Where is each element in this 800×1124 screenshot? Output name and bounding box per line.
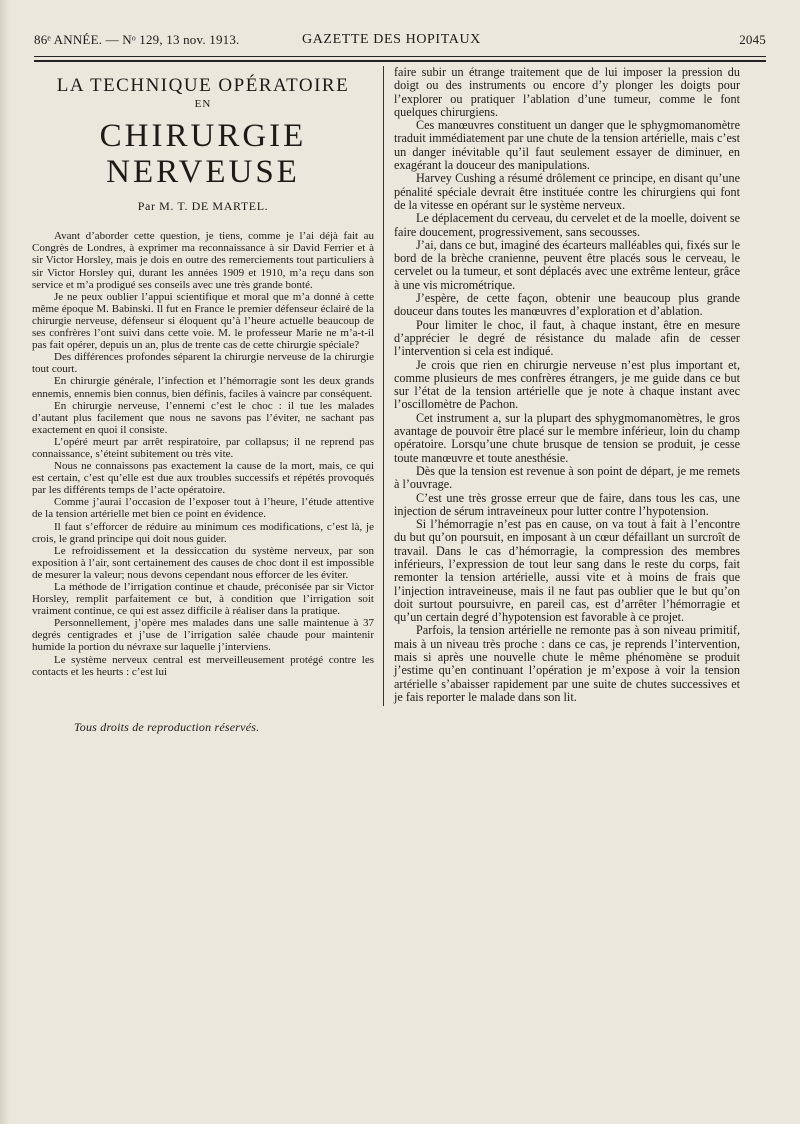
paragraph: Pour limiter le choc, il faut, à chaque instant, être en mesure d’apprécier le degré de résistance du malade afin de cesser l’intervention si cela est indiqué.	[394, 317, 740, 359]
article-title-block	[32, 75, 374, 214]
page-header	[34, 32, 766, 52]
paragraph: L’opéré meurt par arrêt respiratoire, par collapsus; il ne reprend pas connaissance, s’éteint subitement ou très vite.	[32, 435, 374, 460]
paragraph: Dès que la tension est revenue à son point de départ, je me remets à l’ouvrage.	[394, 463, 740, 492]
paragraph: Ces manœuvres constituent un danger que le sphygmomanomètre traduit immédiatement par une chute de la tension artérielle, mais c’est un danger inévitable qu’il faut seulement essayer de diminuer, en exagérant la douceur des manipulations.	[394, 118, 740, 173]
paragraph: Des différences profondes séparent la chirurgie nerveuse de la chirurgie tout court.	[32, 351, 374, 376]
paragraph: Il faut s’efforcer de réduire au minimum ces modifications, c’est là, je crois, le grand principe qui doit nous guider.	[32, 520, 374, 545]
right-column	[394, 66, 740, 704]
left-column	[32, 66, 374, 678]
paragraph: Harvey Cushing a résumé drôlement ce principe, en disant qu’une pénalité spéciale devrait être instituée contre les chirurgiens qui font de la vitesse en opérant sur le système nerveux.	[394, 171, 740, 212]
paragraph: La méthode de l’irrigation continue et chaude, préconisée par sir Victor Horsley, remplit parfaitement ce but, à condition que l’irrigation soit vraiment continue, ce qui est assez difficile à réaliser dans la pratique.	[32, 581, 374, 618]
paragraph-continued: faire subir un étrange traitement que de lui imposer la pression du doigt ou des instruments ou encore d’y plonger les doigts pour l’explorer ou pratiquer l’ablation d’une tumeur, comme le font quelques chirurgiens.	[394, 65, 740, 119]
column-divider	[383, 66, 384, 706]
paragraph: Nous ne connaissons pas exactement la cause de la mort, mais, ce qui est certain, c’est qu’elle est due aux troubles successifs et répétés provoqués par les différents temps de l’acte opératoire.	[32, 460, 374, 497]
paragraph: En chirurgie générale, l’infection et l’hémorragie sont les deux grands ennemis, ennemis bien connus, bien définis, faciles à vaincre par conséquent.	[32, 375, 374, 400]
paragraph: Je ne peux oublier l’appui scientifique et moral que m’a donné à cette même époque M. Babinski. Il fut en France le premier défenseur éclairé de la chirurgie nerveuse, défenseur si éloquent qu’à l’heure actuelle beaucoup de ses confrères l’ont suivi dans cette voie. M. le professeur Marie ne m’a-t-il pas fait opérer, depuis un an, plus de trente cas de cette chirurgie spéciale?	[32, 290, 374, 352]
paragraph: Le déplacement du cerveau, du cervelet et de la moelle, doivent se faire doucement, progressivement, sans secousses.	[394, 211, 740, 239]
header-rule-thick	[34, 60, 766, 62]
paragraph: Si l’hémorragie n’est pas en cause, on va tout à fait à l’encontre du but qu’on poursuit, en imposant à un cœur défaillant un surcroît de travail. Dans le cas d’hémorragie, la compression des membres inférieurs, l’expression de tout leur sang dans le reste du corps, fait remonter la tension artérielle, aussi vite et à moins de frais que l’injection intraveineuse, mais il ne faut pas oublier que le but qu’on doit surtout poursuivre, en pareil cas, est d’arrêter l’hémorragie et qu’un certain degré d’hypotension est favorable à ce projet.	[394, 517, 740, 625]
publication-name: GAZETTE DES HOPITAUX	[302, 32, 481, 47]
paragraph: J’espère, de cette façon, obtenir une beaucoup plus grande douceur dans toutes les manœuvres d’exploration et d’ablation.	[394, 291, 740, 319]
article-title-main: CHIRURGIE NERVEUSE	[99, 118, 307, 191]
paragraph: Le système nerveux central est merveilleusement protégé contre les contacts et les heurts : c’est lui	[32, 653, 374, 678]
paragraph: Je crois que rien en chirurgie nerveuse n’est plus important et, comme plusieurs de mes confrères étrangers, je me guide dans ce but sur l’état de la tension artérielle que je note à chaque instant avec l’oscillomètre de Pachon.	[394, 357, 740, 412]
paragraph: Personnellement, j’opère mes malades dans une salle maintenue à 37 degrés centigrades et j’use de l’irrigation salée chaude pour maintenir humide la portion du névraxe sur laquelle j’interviens.	[32, 617, 374, 654]
page-edge-shadow	[0, 0, 10, 1124]
paragraph: J’ai, dans ce but, imaginé des écarteurs malléables qui, fixés sur le bord de la brèche cranienne, peuvent être placés sous le cerveau, le cervelet ou la tumeur, et sont déplacés avec une extrême lenteur, grâce à une vis micrométrique.	[394, 237, 740, 292]
article-author: Par M. T. DE MARTEL.	[137, 199, 269, 214]
article-title-line1: LA TECHNIQUE OPÉRATOIRE	[56, 75, 350, 96]
page-number: 2045	[739, 32, 766, 47]
article-title-en: EN	[194, 98, 212, 111]
paragraph: Cet instrument a, sur la plupart des sphygmomanomètres, le gros avantage de pouvoir être placé sur le membre inférieur, loin du champ opératoire. Lorsqu’une chute brusque de tension se produit, je cesse toute manœuvre et toute anesthésie.	[394, 410, 740, 465]
paragraph: Le refroidissement et la dessiccation du système nerveux, par son exposition à l’air, sont certainement des causes de choc dont il est impossible de mesurer la valeur; nous devons cependant nous efforcer de les éviter.	[32, 544, 374, 581]
paragraph: C’est une très grosse erreur que de faire, dans tous les cas, une injection de sérum intraveineux pour lutter contre l’hypotension.	[394, 490, 740, 518]
copyright-notice: Tous droits de reproduction réservés.	[74, 720, 260, 734]
header-rule-thin	[34, 56, 766, 57]
issue-info: 86ᵉ ANNÉE. — Nᵒ 129, 13 nov. 1913.	[34, 32, 240, 47]
paragraph: Avant d’aborder cette question, je tiens, comme je l’ai déjà fait au Congrès de Londres, à exprimer ma reconnaissance à sir David Ferrier et à sir Victor Horsley, mais je dois en outre des remerciements tout particuliers à sir Victor Horsley qui, durant les années 1909 et 1910, m’a reçu dans son service et m’a prodigué ses conseils avec une très grande bonté.	[32, 230, 374, 291]
paragraph: En chirurgie nerveuse, l’ennemi c’est le choc : il tue les malades d’autant plus facilement que nous ne savons pas l’éviter, ne sachant pas exactement en quoi il consiste.	[32, 399, 374, 436]
paragraph: Parfois, la tension artérielle ne remonte pas à son niveau primitif, mais à un niveau très proche : dans ce cas, je reprends l’intervention, mais si après une nouvelle chute le même phénomène se produit j’estime qu’en continuant l’opération je m’expose à voir la tension artérielle s’abaisser rapidement par une suite de chutes successives et je fais reporter le malade dans son lit.	[394, 623, 740, 704]
paragraph: Comme j’aurai l’occasion de l’exposer tout à l’heure, l’étude attentive de la tension artérielle met bien ce point en évidence.	[32, 496, 374, 521]
